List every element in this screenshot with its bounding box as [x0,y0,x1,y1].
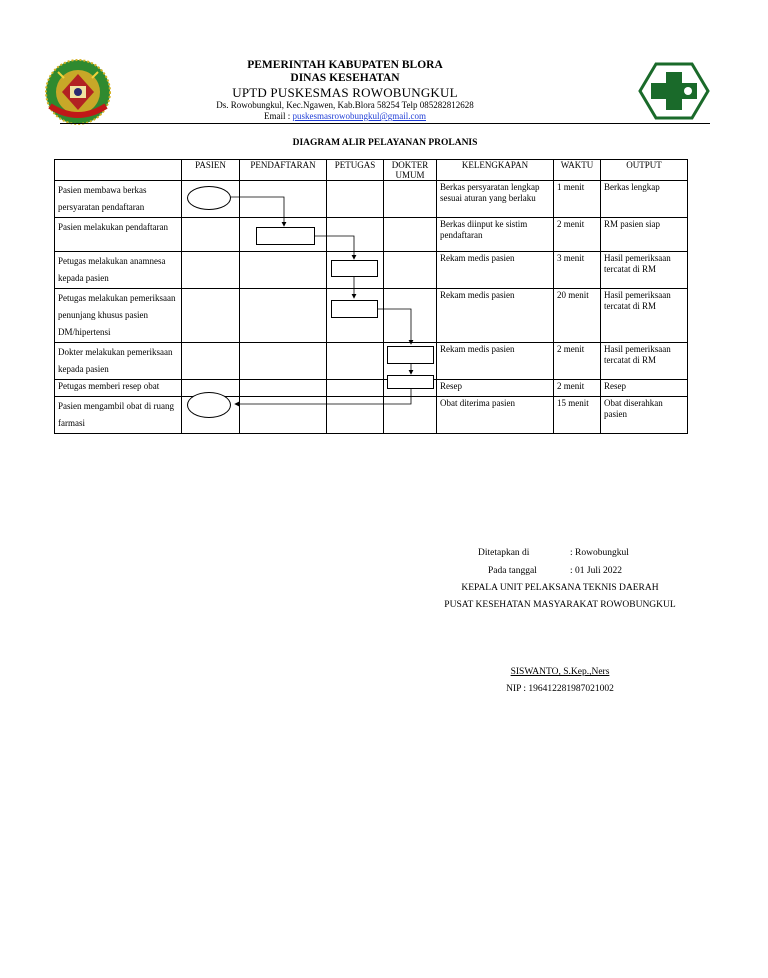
activity-cell: Pasien mengambil obat di ruang farmasi [55,397,182,434]
output-cell: Berkas lengkap [601,181,688,218]
waktu-cell: 15 menit [554,397,601,434]
ditetapkan-label: Ditetapkan di [478,548,530,558]
process-box-penunjang [331,300,378,318]
header-government-line: PEMERINTAH KABUPATEN BLORA [247,59,443,71]
output-cell: Obat diserahkan pasien [601,397,688,434]
email-link[interactable]: puskesmasrowobungkul@gmail.com [292,111,427,121]
process-box-pendaftaran [256,227,315,245]
waktu-cell: 3 menit [554,252,601,289]
connector-arrow [377,309,411,344]
output-cell: Hasil pemeriksaan tercatat di RM [601,252,688,289]
email-label: Email : [263,111,293,121]
connector-arrow [314,236,354,259]
activity-cell: Petugas melakukan pemeriksaan penunjang khusus pasien DM/hipertensi [55,289,182,343]
header-pasien: PASIEN [182,160,240,181]
tanggal-value: : 01 Juli 2022 [570,566,622,576]
output-cell: RM pasien siap [601,218,688,252]
header-institution-line: UPTD PUSKESMAS ROWOBUNGKUL [232,85,458,100]
header-department-line: DINAS KESEHATAN [290,72,400,84]
header-pendaftaran: PENDAFTARAN [240,160,327,181]
kelengkapan-cell: Obat diterima pasien [437,397,554,434]
header-petugas: PETUGAS [327,160,384,181]
header-dokter-umum: DOKTER UMUM [384,160,437,181]
header-address: Ds. Rowobungkul, Kec.Ngawen, Kab.Blora 58254 Telp 085282812628 [216,100,474,110]
waktu-cell: 20 menit [554,289,601,343]
end-oval [187,392,231,418]
kelengkapan-cell: Berkas persyaratan lengkap sesuai aturan yang berlaku [437,181,554,218]
activity-cell: Dokter melakukan pemeriksaan kepada pasien [55,343,182,380]
waktu-cell: 2 menit [554,343,601,380]
connector-arrow [230,197,284,226]
header-kelengkapan: KELENGKAPAN [437,160,554,181]
waktu-cell: 2 menit [554,218,601,252]
ditetapkan-value: : Rowobungkul [570,548,629,558]
process-box-resep [387,375,434,389]
kelengkapan-cell: Resep [437,380,554,397]
signatory-name: SISWANTO, S.Kep.,Ners [510,667,610,677]
signatory-nip: NIP : 196412281987021002 [506,684,614,694]
process-box-anamnesa [331,260,378,277]
waktu-cell: 1 menit [554,181,601,218]
header-output: OUTPUT [601,160,688,181]
waktu-cell: 2 menit [554,380,601,397]
header-waktu: WAKTU [554,160,601,181]
kelengkapan-cell: Berkas diinput ke sistim pendaftaran [437,218,554,252]
output-cell: Resep [601,380,688,397]
kelengkapan-cell: Rekam medis pasien [437,252,554,289]
output-cell: Hasil pemeriksaan tercatat di RM [601,343,688,380]
kelengkapan-cell: Rekam medis pasien [437,289,554,343]
output-cell: Hasil pemeriksaan tercatat di RM [601,289,688,343]
position-line-1: KEPALA UNIT PELAKSANA TEKNIS DAERAH [461,583,659,593]
activity-cell: Pasien melakukan pendaftaran [55,218,182,252]
position-line-2: PUSAT KESEHATAN MASYARAKAT ROWOBUNGKUL [444,600,676,610]
process-box-dokter [387,346,434,364]
activity-cell: Petugas memberi resep obat [55,380,182,397]
start-oval [187,186,231,210]
connector-arrow [235,388,411,404]
document-title: DIAGRAM ALIR PELAYANAN PROLANIS [292,138,478,148]
kelengkapan-cell: Rekam medis pasien [437,343,554,380]
activity-cell: Pasien membawa berkas persyaratan pendaftaran [55,181,182,218]
tanggal-label: Pada tanggal [488,566,537,576]
activity-cell: Petugas melakukan anamnesa kepada pasien [55,252,182,289]
